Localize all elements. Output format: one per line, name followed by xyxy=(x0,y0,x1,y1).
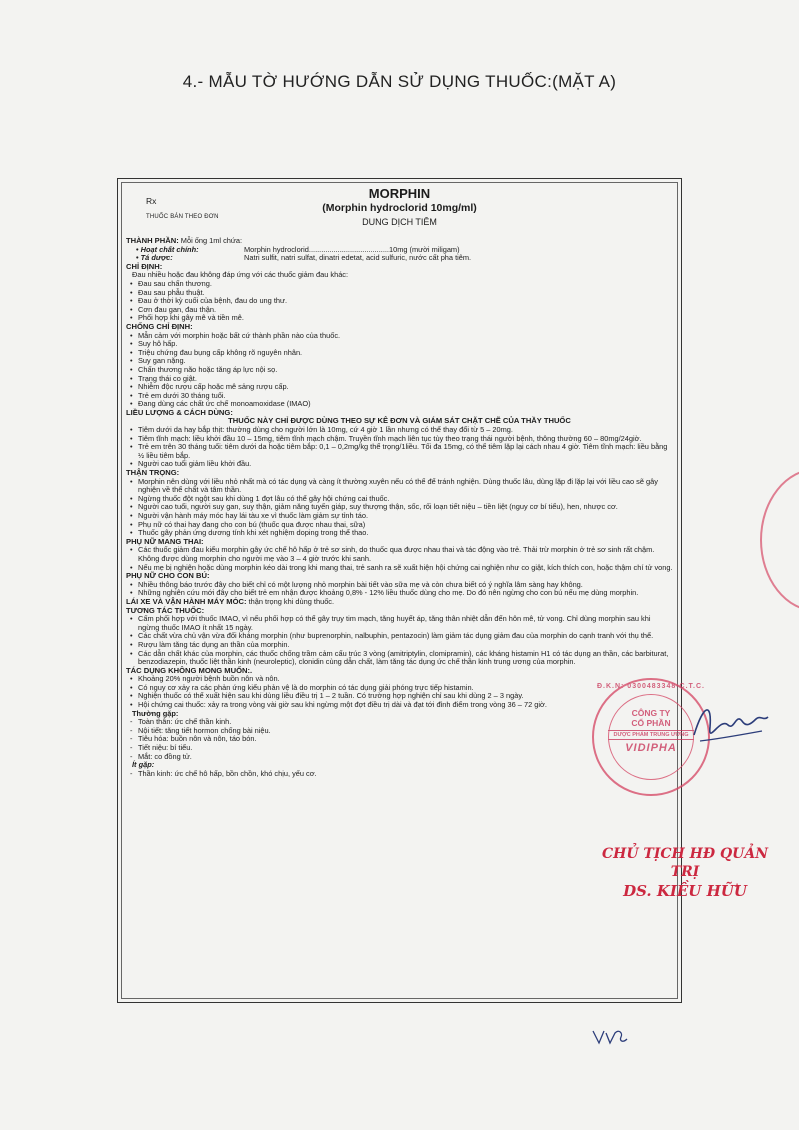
composition-title: THÀNH PHẦN: xyxy=(126,236,179,245)
drug-subtitle: (Morphin hydroclorid 10mg/ml) xyxy=(322,202,477,214)
contraindications-section xyxy=(126,323,673,409)
list-item: - Nội tiết: tăng tiết hormon chống bài niệu. xyxy=(126,727,673,736)
adverse-title: TÁC DỤNG KHÔNG MONG MUỐN:. xyxy=(126,665,253,675)
list-item: • Các chất vừa chủ vận vừa đối kháng morphin (như buprenorphin, nalbuphin, pentazocin) làm giảm tác dụng giảm đau của morphin do cạnh tranh với thụ thể. xyxy=(126,632,673,641)
precautions-section xyxy=(126,469,673,538)
driving-title: LÁI XE VÀ VẬN HÀNH MÁY MÓC: xyxy=(126,596,247,606)
composition-intro: Mỗi ống 1ml chứa: xyxy=(180,236,243,245)
list-item: • Cấm phối hợp với thuốc IMAO, vì nếu phối hợp có thể gây trụy tim mạch, tăng huyết áp, tăng thân nhiệt dẫn đến hôn mê, tử vong. Chỉ dùng morphin sau khi ngừng thuốc IMAO ít nhất 15 ngày. xyxy=(126,615,673,632)
composition-section xyxy=(126,237,673,263)
rx-label: Rx xyxy=(146,196,157,206)
indications-intro: Đau nhiều hoặc đau không đáp ứng với các thuốc giảm đau khác: xyxy=(132,270,349,280)
signer-name: DS. KIỀU HỮU xyxy=(623,882,747,900)
contraindications-title: CHỐNG CHỈ ĐỊNH: xyxy=(126,321,193,331)
list-item: • Tiêm tĩnh mạch: liều khởi đầu 10 – 15mg, tiêm tĩnh mạch chậm. Truyền tĩnh mạch liên tục tùy theo trạng thái người bệnh, thông thường 60 – 80mg/24giờ. xyxy=(126,435,673,444)
list-item: • Chấn thương não hoặc tăng áp lực nội sọ. xyxy=(126,366,673,375)
list-item: • Đau sau chấn thương. xyxy=(126,280,673,289)
stamp-line-1: CÔNG TY xyxy=(631,708,671,718)
lactation-title: PHỤ NỮ CHO CON BÚ: xyxy=(126,571,210,581)
drug-name: MORPHIN xyxy=(368,186,431,201)
signer-title: CHỦ TỊCH HĐ QUẢN TRỊ xyxy=(601,846,769,880)
list-item: • Trạng thái co giật. xyxy=(126,375,673,384)
excipient-value: Natri sulfit, natri sulfat, dinatri edetat, acid sulfuric, nước cất pha tiêm. xyxy=(244,253,472,263)
prescription-warning: THUỐC NÀY CHỈ ĐƯỢC DÙNG THEO SỰ KÊ ĐƠN VÀ GIÁM SÁT CHẶT CHẼ CỦA THẦY THUỐC xyxy=(228,416,571,426)
indications-list xyxy=(126,280,673,323)
leaflet-header xyxy=(126,183,673,237)
rare-title: Ít gặp: xyxy=(132,760,155,770)
list-item: • Người vận hành máy móc hay lái tàu xe vì thuốc làm giảm sự tỉnh táo. xyxy=(126,512,673,521)
stamp-ring-text: Đ.K.N: 0300483348-C.T.C. xyxy=(596,683,706,690)
precautions-title: THẬN TRỌNG: xyxy=(126,468,180,478)
signature xyxy=(690,695,770,755)
list-item: • Có nguy cơ xảy ra các phản ứng kiểu phản vệ là do morphin có tác dụng giải phóng trực tiếp histamin. xyxy=(126,684,673,693)
list-item: - Thần kinh: ức chế hô hấp, bồn chồn, khó chịu, yếu cơ. xyxy=(126,770,673,779)
list-item: • Người cao tuổi giảm liều khởi đầu. xyxy=(126,460,673,469)
list-item: • Morphin nên dùng với liều nhỏ nhất mà có tác dụng và càng ít thường xuyên nếu có thể để tránh nghiện. Dùng thuốc lâu, dùng lặp đi lặp lại với liều cao sẽ gây nghiện về thể chất và tâm thần. xyxy=(126,478,673,495)
list-item: • Suy gan nặng. xyxy=(126,357,673,366)
dosage-list xyxy=(126,426,673,469)
stamp-line-3: DƯỢC PHẨM TRUNG ƯƠNG xyxy=(608,730,694,740)
list-item: • Khoảng 20% người bệnh buồn nôn và nôn. xyxy=(126,675,673,684)
partial-stamp xyxy=(760,468,799,612)
list-item: - Mắt: co đồng tử. xyxy=(126,753,673,762)
indications-title: CHỈ ĐỊNH: xyxy=(126,261,163,271)
common-list xyxy=(126,718,673,761)
handwritten-initials xyxy=(590,1025,630,1047)
interactions-list xyxy=(126,615,673,667)
stamp-line-2: CỔ PHẦN xyxy=(631,718,671,728)
stamp-text xyxy=(608,708,694,754)
list-item: - Toàn thân: ức chế thần kinh. xyxy=(126,718,673,727)
list-item: • Tiêm dưới da hay bắp thịt: thường dùng cho người lớn là 10mg, cứ 4 giờ 1 lần nhưng có thể thay đổi từ 5 – 20mg. xyxy=(126,426,673,435)
pregnancy-section xyxy=(126,538,673,572)
list-item: • Triệu chứng đau bụng cấp không rõ nguyên nhân. xyxy=(126,349,673,358)
list-item: • Rượu làm tăng tác dụng an thần của morphin. xyxy=(126,641,673,650)
prescription-label: THUỐC BÁN THEO ĐƠN xyxy=(146,214,219,220)
indications-section xyxy=(126,263,673,323)
list-item: • Nhiều thông báo trước đây cho biết chỉ có một lượng nhỏ morphin bài tiết vào sữa mẹ và còn chưa biết có ý nghĩa lâm sàng hay không. xyxy=(126,581,673,590)
list-item: • Đang dùng các chất ức chế monoamoxidase (IMAO) xyxy=(126,400,673,409)
pregnancy-title: PHỤ NỮ MANG THAI: xyxy=(126,536,204,546)
list-item: • Nếu mẹ bị nghiện hoặc dùng morphin kéo dài trong khi mang thai, trẻ sanh ra sẽ xuất hiện hội chứng cai nghiện như co giật, kích thích con, hoặc thậm chí tử vong. xyxy=(126,564,673,573)
list-item: • Phối hợp khi gây mê và tiền mê. xyxy=(126,314,673,323)
adverse-section xyxy=(126,667,673,779)
dosage-section xyxy=(126,409,673,469)
excipient-label: • Tá dược: xyxy=(126,254,244,263)
list-item: • Nhiễm độc rượu cấp hoặc mê sảng rượu cấp. xyxy=(126,383,673,392)
list-item: • Phụ nữ có thai hay đang cho con bú (thuốc qua được nhau thai, sữa) xyxy=(126,521,673,530)
drug-form: DUNG DỊCH TIÊM xyxy=(362,217,437,227)
signer-block xyxy=(590,845,780,901)
list-item: • Thuốc gây phản ứng dương tính khi xét nghiệm doping trong thể thao. xyxy=(126,529,673,538)
common-title: Thường gặp: xyxy=(132,708,179,718)
driving-text: thận trọng khi dùng thuốc. xyxy=(248,596,335,606)
list-item: • Ngừng thuốc đột ngột sau khi dùng 1 đợt lâu có thể gây hội chứng cai thuốc. xyxy=(126,495,673,504)
lactation-section xyxy=(126,572,673,598)
list-item: • Những nghiên cứu mới đây cho biết trẻ em nhận được khoảng 0,8% - 12% liều thuốc dùng cho mẹ. Do đó nên ngừng cho con bú nếu mẹ dùng morphin. xyxy=(126,589,673,598)
list-item: • Đau sau phẫu thuật. xyxy=(126,289,673,298)
lactation-list xyxy=(126,581,673,598)
list-item: • Người cao tuổi, người suy gan, suy thận, giảm năng tuyến giáp, suy thượng thận, sốc, rối loạn tiết niệu – tiền liệt (nguy cơ bí tiểu), hen, nhược cơ. xyxy=(126,503,673,512)
active-label: • Hoạt chất chính: xyxy=(126,246,244,255)
list-item: • Trẻ em dưới 30 tháng tuổi. xyxy=(126,392,673,401)
contraindications-list xyxy=(126,332,673,409)
list-item: • Nghiện thuốc có thể xuất hiện sau khi dùng liều điều trị 1 – 2 tuần. Có trường hợp nghiện chỉ sau khi dùng 2 – 3 ngày. xyxy=(126,692,673,701)
active-value: Morphin hydroclorid.......................................10mg (mười miligam) xyxy=(244,244,460,254)
list-item: • Các thuốc giảm đau kiểu morphin gây ức chế hô hấp ở trẻ sơ sinh, do thuốc qua được nhau thai và tác động vào trẻ. Thải trừ morphin ở trẻ sơ sinh rất chậm. Không được dùng morphin cho người mẹ vào 3 – 4 giờ trước khi sanh. xyxy=(126,546,673,563)
list-item: • Mẫn cảm với morphin hoặc bất cứ thành phần nào của thuốc. xyxy=(126,332,673,341)
list-item: • Các dẫn chất khác của morphin, các thuốc chống trầm cảm cấu trúc 3 vòng (amitriptylin, clomipramin), các kháng histamin H1 có tác dụng an thần, các barbiturat, benzodiazepin, thuốc liệt thần kinh (neuroleptic), clonidin cùng dẫn chất, làm tăng tác dụng ức chế thần kinh trung ương của morphin. xyxy=(126,650,673,667)
adverse-list xyxy=(126,675,673,709)
list-item: • Đau ở thời kỳ cuối của bệnh, đau do ung thư. xyxy=(126,297,673,306)
dosage-title: LIỀU LƯỢNG & CÁCH DÙNG: xyxy=(126,407,233,417)
driving-section xyxy=(126,598,673,607)
interactions-section xyxy=(126,607,673,667)
list-item: - Tiết niệu: bí tiểu. xyxy=(126,744,673,753)
list-item: • Trẻ em trên 30 tháng tuổi: tiêm dưới da hoặc tiêm bắp: 0,1 – 0,2mg/kg thể trọng/1liều. Tối đa 15mg, có thể tiêm lặp lại cách nhau 4 giờ. Tiêm tĩnh mạch: liều bằng ½ liều tiêm bắp. xyxy=(126,443,673,460)
stamp-line-4: VIDIPHA xyxy=(625,742,677,754)
list-item: • Cơn đau gan, đau thận. xyxy=(126,306,673,315)
page-title: 4.- MẪU TỜ HƯỚNG DẪN SỬ DỤNG THUỐC:(MẶT A) xyxy=(182,72,617,91)
list-item: • Suy hô hấp. xyxy=(126,340,673,349)
interactions-title: TƯƠNG TÁC THUỐC: xyxy=(126,605,205,615)
precautions-list xyxy=(126,478,673,538)
list-item: • Hội chứng cai thuốc: xảy ra trong vòng vài giờ sau khi ngừng một đợt điều trị dài và đạt tới đỉnh điểm trong vòng 36 – 72 giờ. xyxy=(126,701,673,710)
list-item: - Tiêu hóa: buồn nôn và nôn, táo bón. xyxy=(126,735,673,744)
rare-list xyxy=(126,770,673,779)
pregnancy-list xyxy=(126,546,673,572)
